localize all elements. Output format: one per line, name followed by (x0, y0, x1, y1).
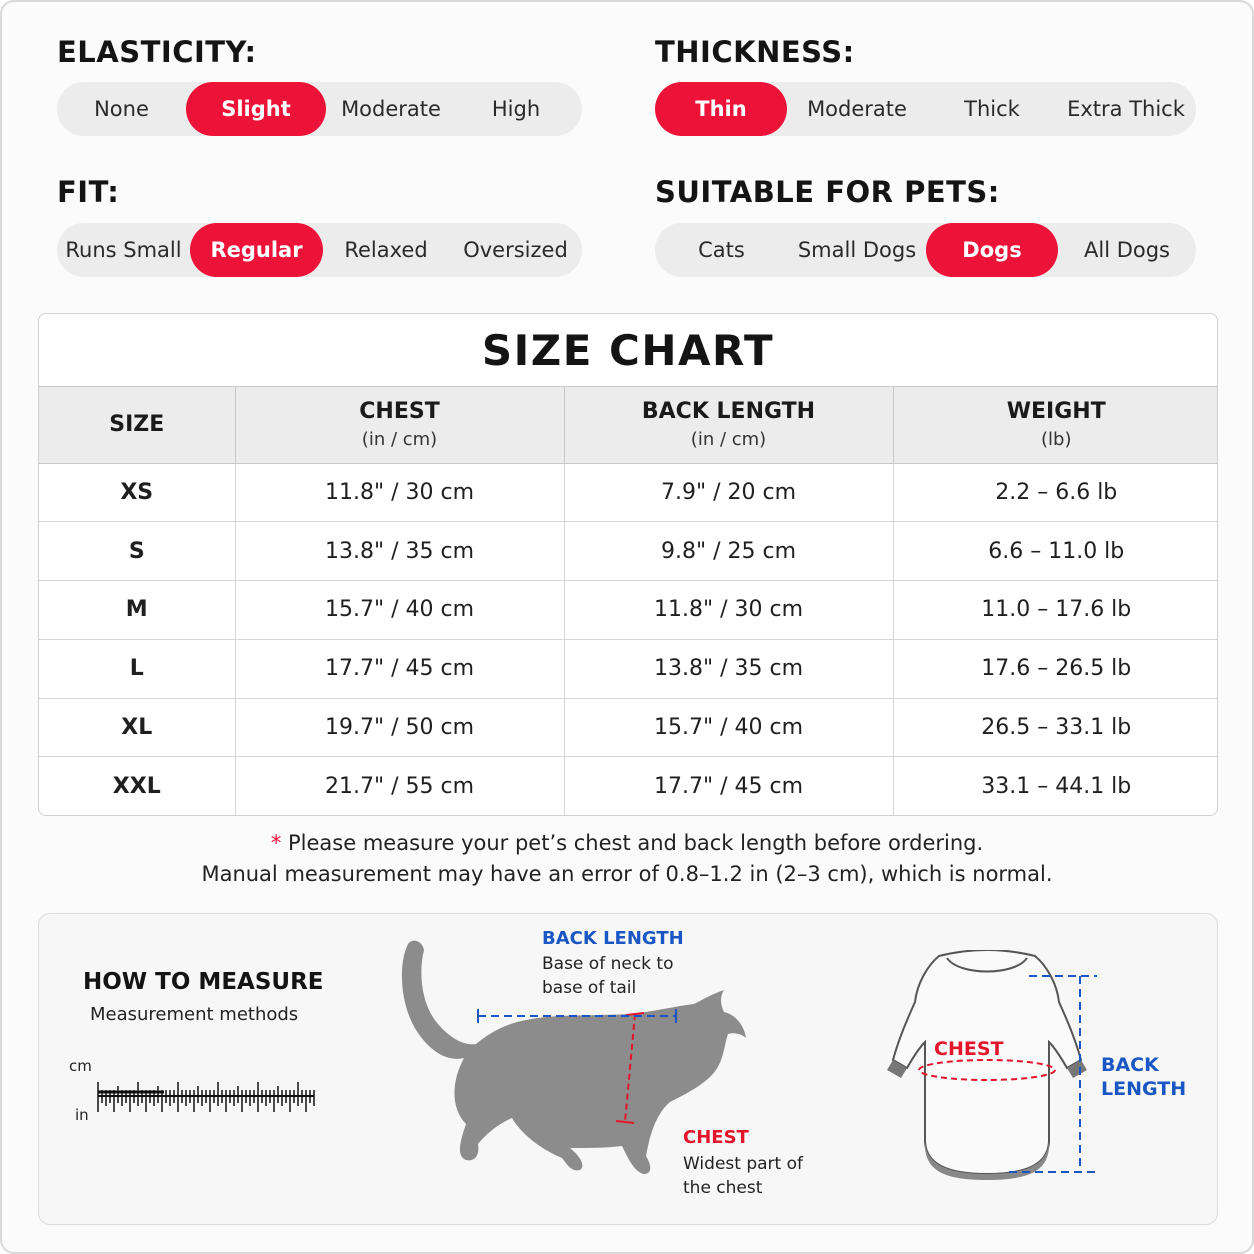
back-length-cell: 13.8" / 35 cm (564, 639, 893, 698)
pets-section (655, 172, 1000, 212)
header-chest-label: CHEST (359, 398, 440, 424)
header-size (39, 387, 235, 463)
header-weight-unit: (lb) (1041, 429, 1072, 451)
fit-option-relaxed[interactable]: Relaxed (344, 238, 428, 262)
thickness-option-moderate[interactable]: Moderate (807, 97, 907, 121)
chest-cell: 11.8" / 30 cm (235, 463, 564, 522)
chest-cell: 19.7" / 50 cm (235, 698, 564, 757)
how-to-measure-title: HOW TO MEASURE (83, 969, 324, 995)
size-chart-title: SIZE CHART (39, 314, 1217, 387)
header-chest (235, 387, 564, 463)
header-back-length-unit: (in / cm) (690, 429, 767, 451)
ruler-in-label: in (75, 1106, 89, 1124)
fit-option-runs-small[interactable]: Runs Small (65, 238, 182, 262)
header-chest-unit: (in / cm) (361, 429, 438, 451)
table-row (39, 698, 1218, 757)
size-cell: XXL (39, 757, 235, 816)
header-back-length-label: BACK LENGTH (641, 398, 816, 424)
ruler-icon (94, 1074, 319, 1124)
weight-cell: 17.6 – 26.5 lb (893, 639, 1218, 698)
header-weight-label: WEIGHT (1006, 398, 1106, 424)
back-length-desc-2: base of tail (542, 978, 637, 998)
elasticity-section (57, 32, 257, 72)
header-size-label: SIZE (109, 411, 165, 437)
chest-cell: 17.7" / 45 cm (235, 639, 564, 698)
pets-selector (655, 223, 1196, 277)
weight-cell: 11.0 – 17.6 lb (893, 581, 1218, 640)
chest-label: CHEST (683, 1127, 749, 1148)
how-to-measure-panel (38, 913, 1218, 1225)
fit-selector (57, 223, 582, 277)
thickness-selector (655, 82, 1196, 136)
elasticity-option-high[interactable]: High (491, 97, 541, 121)
header-weight (893, 387, 1218, 463)
weight-cell: 26.5 – 33.1 lb (893, 698, 1218, 757)
how-to-measure-subtitle: Measurement methods (90, 1004, 299, 1025)
back-length-cell: 9.8" / 25 cm (564, 522, 893, 581)
thickness-option-thick[interactable]: Thick (964, 97, 1020, 121)
back-length-cell: 11.8" / 30 cm (564, 581, 893, 640)
size-cell: M (39, 581, 235, 640)
shirt-back-label-1: BACK (1101, 1054, 1159, 1076)
table-row (39, 581, 1218, 640)
pets-option-all-dogs[interactable]: All Dogs (1084, 238, 1170, 262)
pets-title: SUITABLE FOR PETS: (655, 175, 1000, 209)
size-cell: L (39, 639, 235, 698)
size-table-header-row (39, 387, 1218, 463)
chest-desc-2: the chest (683, 1178, 763, 1198)
shirt-back-label-2: LENGTH (1101, 1078, 1187, 1100)
fit-section (57, 172, 119, 212)
thickness-section (655, 32, 855, 72)
back-length-label: BACK LENGTH (542, 928, 684, 949)
back-length-desc-1: Base of neck to (542, 954, 674, 974)
header-back-length (564, 387, 893, 463)
back-length-cell: 17.7" / 45 cm (564, 757, 893, 816)
note-text-2: Manual measurement may have an error of 0.8–1.2 in (2–3 cm), which is normal. (201, 862, 1053, 886)
pets-option-small-dogs[interactable]: Small Dogs (797, 238, 917, 262)
size-chart (38, 313, 1218, 816)
back-length-cell: 15.7" / 40 cm (564, 698, 893, 757)
pets-option-dogs[interactable]: Dogs (926, 223, 1058, 277)
thickness-title: THICKNESS: (655, 35, 855, 69)
weight-cell: 2.2 – 6.6 lb (893, 463, 1218, 522)
size-cell: S (39, 522, 235, 581)
weight-cell: 6.6 – 11.0 lb (893, 522, 1218, 581)
shirt-chest-label: CHEST (934, 1038, 1004, 1060)
chest-cell: 13.8" / 35 cm (235, 522, 564, 581)
table-row (39, 757, 1218, 816)
table-row (39, 463, 1218, 522)
fit-title: FIT: (57, 175, 120, 209)
thickness-option-extra-thick[interactable]: Extra Thick (1067, 97, 1185, 121)
size-table (39, 387, 1218, 816)
size-cell: XS (39, 463, 235, 522)
elasticity-option-moderate[interactable]: Moderate (341, 97, 441, 121)
size-cell: XL (39, 698, 235, 757)
back-length-dimension-line (471, 1006, 683, 1026)
weight-cell: 33.1 – 44.1 lb (981, 774, 1132, 800)
table-row (39, 639, 1218, 698)
note-text-1: Please measure your pet’s chest and back length before ordering. (288, 831, 984, 855)
chest-cell: 15.7" / 40 cm (235, 581, 564, 640)
ruler-cm-label: cm (69, 1057, 92, 1075)
elasticity-option-slight[interactable]: Slight (186, 82, 326, 136)
back-length-cell: 7.9" / 20 cm (564, 463, 893, 522)
elasticity-selector (57, 82, 582, 136)
thickness-option-thin[interactable]: Thin (655, 82, 787, 136)
chest-desc-1: Widest part of (683, 1154, 803, 1174)
note-asterisk: * (270, 831, 282, 855)
fit-option-oversized[interactable]: Oversized (463, 238, 568, 262)
chest-cell: 21.7" / 55 cm (235, 757, 564, 816)
table-row (39, 522, 1218, 581)
pets-option-cats[interactable]: Cats (698, 238, 745, 262)
measurement-note-line-1 (0, 831, 1254, 855)
measurement-note-line-2 (0, 862, 1254, 886)
fit-option-regular[interactable]: Regular (190, 223, 323, 277)
shirt-back-length-dimension (1009, 970, 1099, 1180)
elasticity-title: ELASTICITY: (57, 35, 257, 69)
elasticity-option-none[interactable]: None (94, 97, 149, 121)
